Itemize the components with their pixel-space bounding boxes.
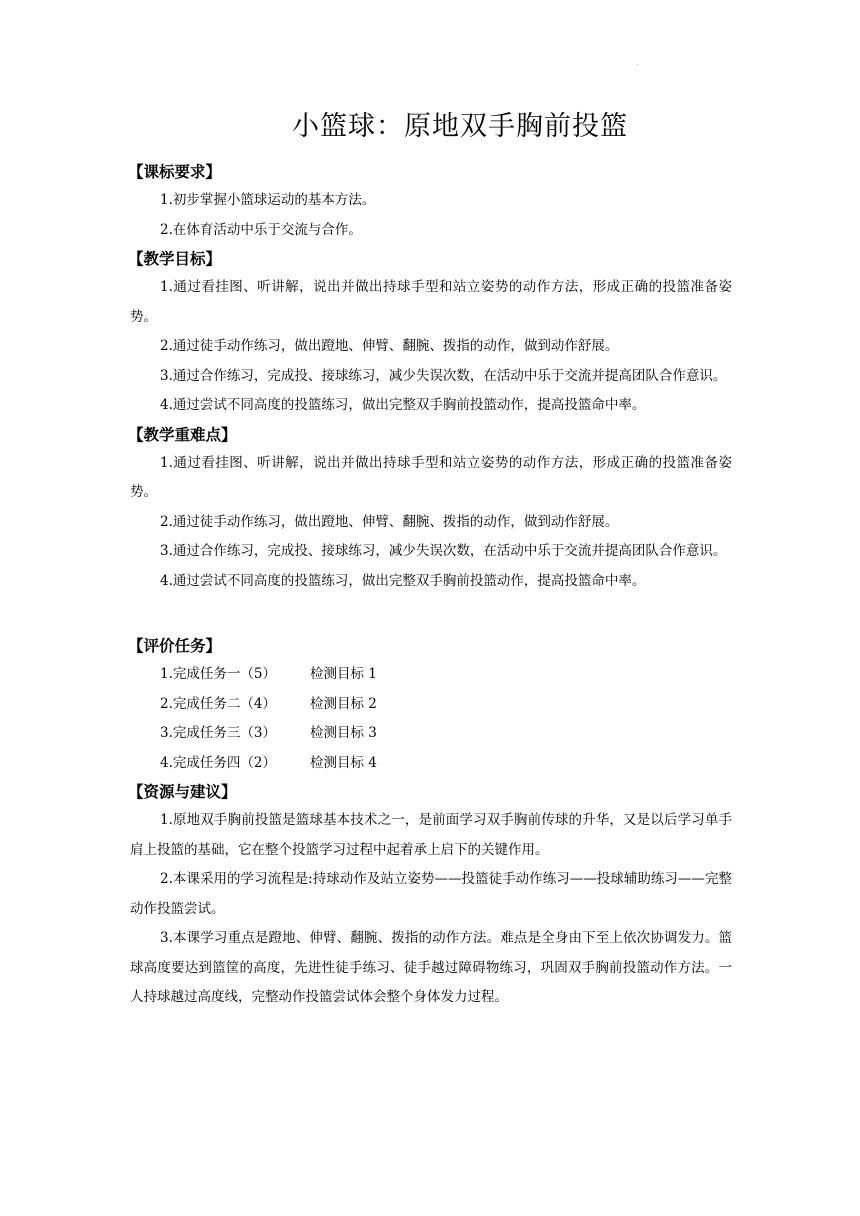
evaluation-item bbox=[130, 660, 732, 690]
evaluation-task: 3.完成任务三（3） bbox=[160, 725, 276, 741]
resources-item: 3.本课学习重点是蹬地、伸臂、翻腕、拨指的动作方法。难点是全身由下至上依次协调发力。篮球高度要达到篮筐的高度，先进性徒手练习、徒手越过障碍物练习，巩固双手胸前投篮动作方法。一人持球越过高度线，完整动作投篮尝试体会整个身体发力过程。 bbox=[130, 930, 732, 1005]
document-body bbox=[130, 158, 732, 1013]
evaluation-item bbox=[130, 749, 732, 779]
page-mark: · bbox=[636, 60, 639, 69]
goals-item: 2.通过徒手动作练习，做出蹬地、伸臂、翻腕、拨指的动作，做到动作舒展。 bbox=[160, 338, 619, 354]
resources-item: 1.原地双手胸前投篮是篮球基本技术之一，是前面学习双手胸前传球的升华，又是以后学习单手肩上投篮的基础，它在整个投篮学习过程中起着承上启下的关键作用。 bbox=[130, 812, 732, 858]
section-heading-evaluation: 【评价任务】 bbox=[128, 637, 222, 655]
section-heading-key-points: 【教学重难点】 bbox=[128, 425, 237, 444]
goals-item: 3.通过合作练习，完成投、接球练习，减少失误次数，在活动中乐于交流并提高团队合作意识。 bbox=[160, 367, 727, 384]
section-heading-goals: 【教学目标】 bbox=[128, 250, 222, 268]
evaluation-target: 检测目标 1 bbox=[309, 666, 377, 682]
evaluation-item bbox=[130, 719, 732, 749]
key-points-item: 1.通过看挂图、听讲解，说出并做出持球手型和站立姿势的动作方法，形成正确的投篮准备姿势。 bbox=[130, 454, 732, 500]
key-points-item: 2.通过徒手动作练习，做出蹬地、伸臂、翻腕、拨指的动作，做到动作舒展。 bbox=[160, 513, 619, 530]
evaluation-task: 4.完成任务四（2） bbox=[160, 754, 276, 771]
key-points-item: 3.通过合作练习，完成投、接球练习，减少失误次数，在活动中乐于交流并提高团队合作意识。 bbox=[160, 543, 727, 559]
evaluation-item bbox=[130, 690, 732, 720]
evaluation-task: 2.完成任务二（4） bbox=[160, 695, 276, 712]
evaluation-task: 1.完成任务一（5） bbox=[160, 666, 276, 682]
goals-item: 1.通过看挂图、听讲解，说出并做出持球手型和站立姿势的动作方法，形成正确的投篮准备姿势。 bbox=[130, 279, 732, 325]
section-heading-resources: 【资源与建议】 bbox=[128, 783, 237, 801]
section-heading-standards: 【课标要求】 bbox=[128, 163, 222, 181]
evaluation-target: 检测目标 4 bbox=[309, 754, 377, 771]
standards-item: 2.在体育活动中乐于交流与合作。 bbox=[160, 221, 362, 238]
resources-item: 2.本课采用的学习流程是:持球动作及站立姿势——投篮徒手动作练习——投球辅助练习——完整动作投篮尝试。 bbox=[130, 871, 732, 917]
standards-item: 1.初步掌握小篮球运动的基本方法。 bbox=[160, 192, 376, 208]
goals-item: 4.通过尝试不同高度的投篮练习，做出完整双手胸前投篮动作，提高投篮命中率。 bbox=[160, 397, 646, 413]
key-points-item: 4.通过尝试不同高度的投篮练习，做出完整双手胸前投篮动作，提高投篮命中率。 bbox=[160, 572, 646, 589]
evaluation-target: 检测目标 3 bbox=[309, 725, 377, 741]
evaluation-target: 检测目标 2 bbox=[309, 695, 377, 712]
page-title: 小篮球：原地双手胸前投篮 bbox=[292, 111, 628, 142]
section-spacer bbox=[130, 596, 732, 632]
